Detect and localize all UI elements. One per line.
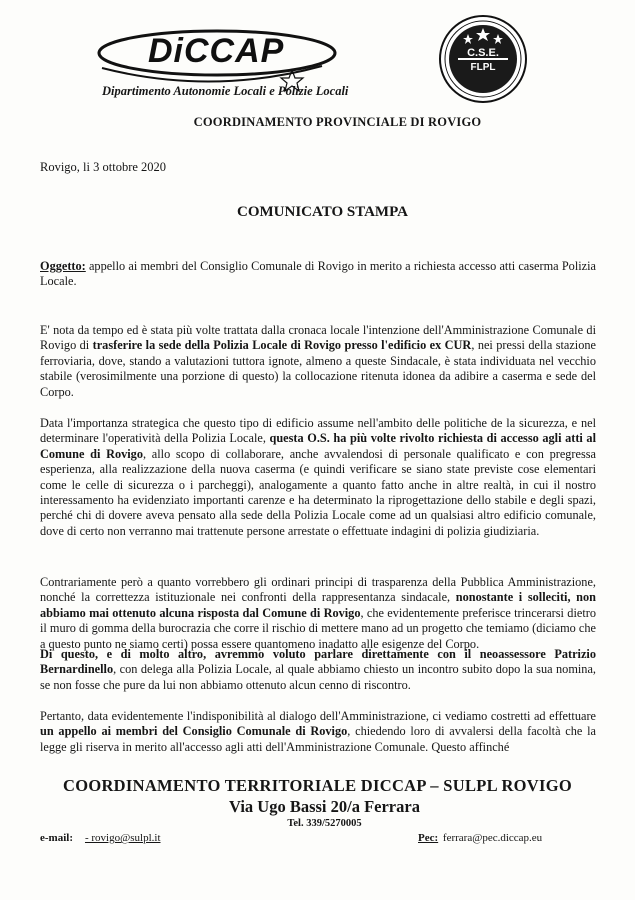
paragraph-2-text-a: Data l'importanza strategica che questo tipo di edificio assume nell'ambito delle politiche de la sicurezza, e nel determinare l'operatività della Polizia Locale,	[40, 416, 596, 446]
subject-label: Oggetto:	[40, 259, 86, 273]
paragraph-2-text-c: , allo scopo di collaborare, anche avvalendosi di personale qualificato e con pregressa esperienza, alla realizzazione della nuova caserma (e quindi verificare se siano state previste cose elementari come le celle di sicurezza o i parcheggi), analogamente a quanto fatto anche in altre realtà, in cui il nostro interessamento ha evidenziato importanti carenze e ha determinato la riprogettazione dello stabile e degli spazi, perché chi di dovere aveva pensato alla sede della Polizia Locale come ad un qualsiasi altro edificio comunale, dove di certo non verranno mai trattenute persone arrestate o effettuate indagini di polizia giudiziaria.	[40, 446, 597, 538]
paragraph-3-bold: nonostante i solleciti, non abbiamo mai ottenuto alcuna risposta dal Comune di Rovigo	[40, 590, 597, 620]
paragraph-3	[40, 575, 596, 652]
paragraph-1	[40, 323, 596, 400]
coordinamento-heading: COORDINAMENTO PROVINCIALE DI ROVIGO	[193, 115, 482, 129]
logo-subtitle: Dipartimento Autonomie Locali e Polizie Locali	[102, 84, 349, 98]
paragraph-1-text-c: , nei pressi della stazione ferroviaria, dove, stando a valutazioni tuttora ignote, almeno a queste Sindacale, è stata individuata nel vecchio stabile (verosimilmente una porzione di questo) la collocazione ritenuta idonea da adibire a caserma e sede del Corpo.	[40, 338, 596, 399]
footer-address: Via Ugo Bassi 20/a Ferrara	[229, 797, 420, 816]
subject-paragraph	[40, 259, 596, 290]
paragraph-5-text-a: Pertanto, data evidentemente l'indisponibilità al dialogo dell'Amministrazione, ci vediamo costretti ad effettuare	[40, 709, 596, 723]
footer-title: COORDINAMENTO TERRITORIALE DICCAP – SULPL ROVIGO	[62, 776, 573, 795]
footer-email	[40, 832, 161, 844]
logo-text: DiCCAP	[148, 32, 285, 70]
paragraph-3-text-a: Contrariamente però a quanto vorrebbero gli ordinari principi di trasparenza della Pubblica Amministrazione, nonché la correttezza istituzionale nei confronti della rappresentanza sindacale,	[40, 575, 596, 605]
paragraph-2	[40, 416, 596, 539]
diccap-logo	[92, 16, 352, 111]
paragraph-5-bold: un appello ai membri del Consiglio Comunale di Rovigo	[40, 724, 348, 739]
paragraph-4	[40, 647, 596, 693]
paragraph-2-bold: questa O.S. ha più volte rivolto richiesta di accesso agli atti al Comune di Rovigo	[40, 431, 597, 461]
footer-pec	[418, 832, 542, 844]
seal-line2: FLPL	[470, 62, 496, 73]
paragraph-5	[40, 709, 596, 755]
email-link[interactable]: - rovigo@sulpl.it	[84, 832, 161, 844]
page-title: COMUNICATO STAMPA	[237, 204, 408, 220]
subject-text: appello ai membri del Consiglio Comunale di Rovigo in merito a richiesta accesso atti caserma Polizia Locale.	[40, 259, 596, 289]
paragraph-1-bold: trasferire la sede della Polizia Locale di Rovigo presso l'edificio ex CUR	[92, 338, 472, 353]
cse-flpl-seal	[438, 14, 528, 104]
pec-label: Pec:	[418, 832, 439, 844]
seal-line1: C.S.E.	[467, 47, 499, 59]
paragraph-4-bold: Di questo, e di molto altro, avremmo voluto parlare direttamente con il neoassessore Patrizio Bernardinello	[40, 647, 596, 677]
paragraph-4-text-b: , con delega alla Polizia Locale, al quale abbiamo chiesto un incontro subito dopo la sua nomina, se non fosse che pure da lui non abbiamo ottenuto alcun cenno di riscontro.	[40, 662, 596, 692]
footer-telephone: Tel. 339/5270005	[287, 818, 362, 829]
paragraph-5-text-c: , chiedendo loro di avvalersi della facoltà che la legge gli riserva in merito all'accesso agli atti dell'Amministrazione Comunale. Questo affinché	[40, 724, 597, 754]
paragraph-3-text-c: , che evidentemente preferisce trincerarsi dietro il muro di gomma della burocrazia che corre il rischio di mettere mano ad un progetto che temiamo (diciamo che a questo punto ne siamo certi) possa essere quantomeno inadatto alle esigenze del Corpo.	[40, 605, 596, 651]
email-label: e-mail:	[40, 832, 73, 844]
paragraph-1-text-a: E' nota da tempo ed è stata più volte trattata dalla cronaca locale l'intenzione dell'Amministrazione Comunale di Rovigo di	[40, 323, 596, 353]
seal-icon	[438, 14, 528, 104]
document-date: Rovigo, li 3 ottobre 2020	[40, 160, 167, 174]
pec-link[interactable]: ferrara@pec.diccap.eu	[440, 832, 543, 844]
